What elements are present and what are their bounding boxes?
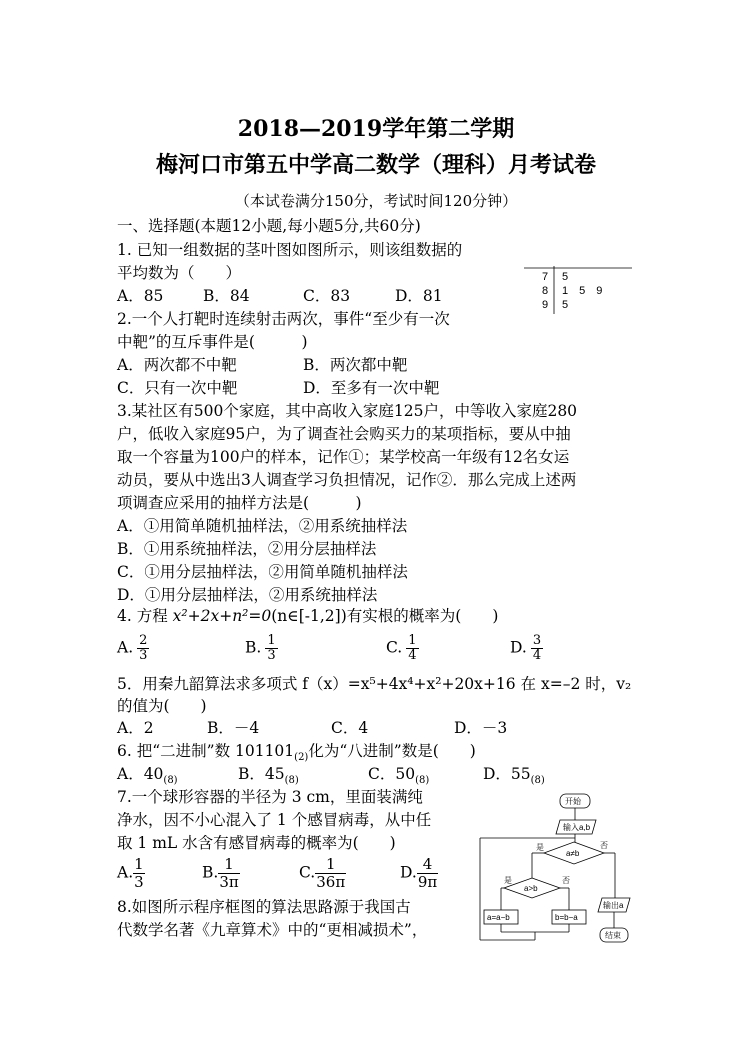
q7-stem-line1: 7.一个球形容器的半径为 3 cm，里面装满纯 (117, 788, 423, 806)
stem-7: 7 (542, 271, 549, 283)
q8-stem-line2: 代数学名著《九章算术》中的“更相减损术”， (117, 921, 428, 939)
flow-no-label-2: 否 (562, 876, 570, 885)
flow-cond1-label: a≠b (566, 849, 580, 858)
flow-input-label: 输入a,b (563, 823, 591, 832)
q4-option-b: B. $\frac{1}{3}$ (245, 633, 276, 663)
q3-option-b: B．①用系统抽样法，②用分层抽样法 (117, 540, 377, 558)
q3-stem-line4: 动员，要从中选出3人调查学习负担情况，记作②．那么完成上述两 (117, 471, 577, 489)
q4-condition: (n∈[-1,2])有实根的概率为( ) (271, 607, 499, 625)
q1-option-c: C．83 (303, 287, 351, 305)
q1-option-b: B．84 (203, 287, 250, 305)
q1-option-d: D．81 (395, 287, 443, 305)
exam-title: 梅河口市第五中学高二数学（理科）月考试卷 (155, 152, 596, 178)
q8-stem-line1: 8.如图所示程序框图的算法思路源于我国古 (117, 898, 411, 916)
q7-stem-line3: 取 1 mL 水含有感冒病毒的概率为( ) (117, 834, 396, 852)
q7-option-b: B. $\frac{1}{3\pi}$ (202, 855, 239, 891)
q2-stem-line2: 中靶”的互斥事件是( ) (117, 333, 308, 351)
flow-end-label: 结束 (605, 931, 621, 940)
flow-assign-b-label: b=b−a (555, 913, 578, 922)
q7-option-d: D. $\frac{4}{9\pi}$ (400, 855, 438, 891)
q5-stem-line1: 5．用秦九韶算法求多项式 f（x）=x⁵+4x⁴+x²+20x+16 在 x=–2 时，v₂ (117, 675, 632, 693)
q3-stem-line1: 3.某社区有500个家庭，其中高收入家庭125户，中等收入家庭280 (117, 402, 578, 420)
q3-stem-line5: 项调查应采用的抽样方法是( ) (117, 494, 362, 512)
q2-option-c: C．只有一次中靶 (117, 379, 238, 397)
q3-option-a: A．①用简单随机抽样法，②用系统抽样法 (117, 517, 408, 535)
flow-output-label: 输出a (603, 901, 624, 910)
q5-option-b: B．－4 (207, 719, 260, 737)
flow-yes-label-1: 是 (536, 843, 544, 852)
q1-option-a: A．85 (117, 287, 164, 305)
flow-yes-label-2: 是 (504, 876, 512, 885)
q2-option-b: B．两次都中靶 (303, 356, 408, 374)
leaves-7: 5 (562, 271, 569, 283)
q1-stem-line2: 平均数为（ ） (117, 264, 242, 282)
stem-8: 8 (542, 285, 549, 297)
q4-stem (117, 606, 498, 626)
q7-option-c: C. $\frac{1}{36\pi}$ (299, 855, 346, 891)
q3-option-d: D．①用分层抽样法，②用系统抽样法 (117, 586, 378, 604)
flow-no-label-1: 否 (600, 841, 608, 850)
leaves-9: 5 (562, 299, 569, 311)
flowchart-diagram (478, 790, 648, 950)
q2-stem-line1: 2.一个人打靶时连续射击两次，事件“至少有一次 (117, 310, 450, 328)
q2-option-d: D．至多有一次中靶 (303, 379, 440, 397)
q7-option-a: A. $\frac{1}{3}$ (117, 855, 144, 891)
q4-option-a: A. $\frac{2}{3}$ (117, 633, 148, 663)
q3-option-c: C．①用分层抽样法，②用简单随机抽样法 (117, 563, 408, 581)
q2-option-a: A．两次都不中靶 (117, 356, 237, 374)
q5-option-d: D．－3 (454, 719, 508, 737)
flow-start-label: 开始 (565, 797, 581, 806)
q6-stem: 6. 把“二进制”数 $101101_{(2)}$化为“八进制”数是( ) (117, 742, 476, 764)
q1-stem-line1: 1. 已知一组数据的茎叶图如图所示，则该组数据的 (117, 241, 463, 259)
q3-stem-line3: 取一个容量为100户的样本，记作①；某学校高一年级有12名女运 (117, 448, 570, 466)
q7-stem-line2: 净水，因不小心混入了 1 个感冒病毒，从中任 (117, 811, 432, 829)
flow-assign-a-label: a=a−b (487, 913, 510, 922)
q6-option-b: B．$45_{(8)}$ (238, 765, 299, 787)
q4-option-c: C. $\frac{1}{4}$ (386, 633, 417, 663)
q4-equation: x²+2x+n²=0 (172, 607, 272, 625)
q5-stem-line2: 的值为( ) (117, 697, 207, 715)
stem-leaf-plot (524, 266, 632, 316)
q4-option-d: D. $\frac{3}{4}$ (510, 633, 542, 663)
section-heading: 一、选择题(本题12小题,每小题5分,共60分) (117, 217, 421, 235)
q5-option-c: C．4 (331, 719, 369, 737)
exam-note: （本试卷满分150分，考试时间120分钟） (234, 192, 518, 210)
exam-term-title: 2018—2019学年第二学期 (237, 116, 515, 142)
stem-9: 9 (542, 299, 549, 311)
q6-option-a: A．$40_{(8)}$ (117, 765, 178, 787)
q5-option-a: A．2 (117, 719, 154, 737)
q4-prefix: 4. 方程 (117, 607, 173, 625)
leaves-8: 1 5 9 (562, 285, 603, 297)
q3-stem-line2: 户，低收入家庭95户，为了调查社会购买力的某项指标，要从中抽 (117, 425, 571, 443)
q6-option-d: D．$55_{(8)}$ (483, 765, 545, 787)
flow-cond2-label: a>b (524, 884, 538, 893)
q6-option-c: C．$50_{(8)}$ (368, 765, 430, 787)
